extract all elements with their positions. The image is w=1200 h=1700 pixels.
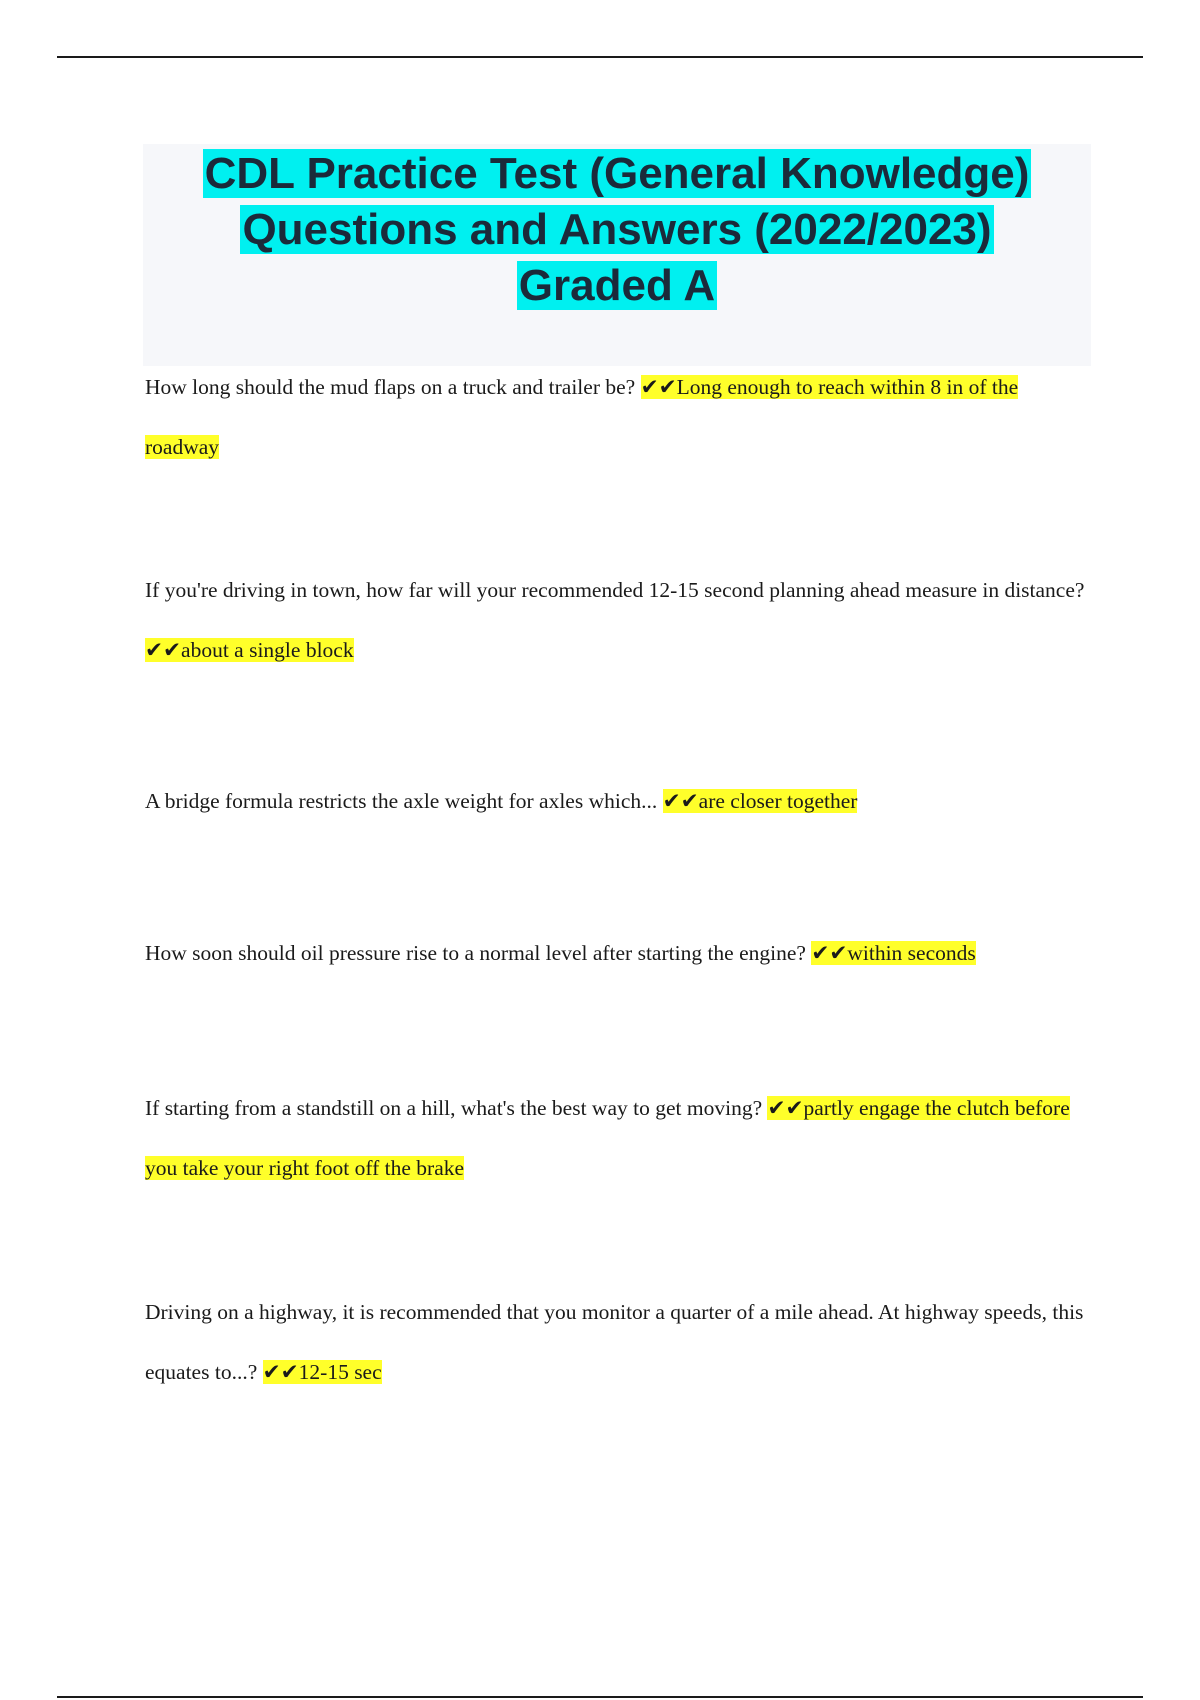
qa-item	[145, 771, 1090, 831]
answer-highlight	[263, 1360, 382, 1384]
title-block	[143, 144, 1091, 366]
qa-item	[145, 357, 1090, 477]
question-text: How long should the mud flaps on a truck and trailer be?	[145, 375, 641, 399]
question-text: If you're driving in town, how far will your recommended 12-15 second planning ahead measure in distance?	[145, 578, 1085, 602]
answer-text: within seconds	[847, 941, 976, 965]
checkmark-icon: ✔✔	[640, 375, 677, 399]
answer-text: are closer together	[698, 789, 858, 813]
qa-item	[145, 923, 1090, 983]
checkmark-icon: ✔✔	[662, 789, 699, 813]
qa-item	[145, 1078, 1090, 1198]
answer-text: about a single block	[181, 638, 354, 662]
title-line-1: CDL Practice Test (General Knowledge)	[204, 149, 1030, 198]
question-text: A bridge formula restricts the axle weight for axles which...	[145, 789, 663, 813]
question-text: Driving on a highway, it is recommended that you monitor a quarter of a mile ahead. At highway speeds, this equates to...?	[145, 1300, 1084, 1384]
question-text: If starting from a standstill on a hill, what's the best way to get moving?	[145, 1096, 768, 1120]
answer-highlight	[663, 789, 858, 813]
checkmark-icon: ✔✔	[262, 1360, 299, 1384]
title-line-2: Questions and Answers (2022/2023)	[242, 205, 992, 254]
checkmark-icon: ✔✔	[811, 941, 848, 965]
header-rule	[57, 56, 1143, 58]
footer-rule	[57, 1696, 1143, 1698]
question-text: How soon should oil pressure rise to a normal level after starting the engine?	[145, 941, 812, 965]
qa-item	[145, 1282, 1090, 1402]
answer-text: 12-15 sec	[298, 1360, 382, 1384]
qa-item	[145, 560, 1090, 680]
answer-text: Long enough to reach within 8 in of the roadway	[145, 375, 1019, 459]
answer-highlight	[811, 941, 975, 965]
answer-highlight	[145, 638, 354, 662]
title-line-3: Graded A	[518, 261, 716, 310]
answer-text: partly engage the clutch before you take your right foot off the brake	[145, 1096, 1070, 1180]
checkmark-icon: ✔✔	[145, 638, 182, 662]
checkmark-icon: ✔✔	[767, 1096, 804, 1120]
